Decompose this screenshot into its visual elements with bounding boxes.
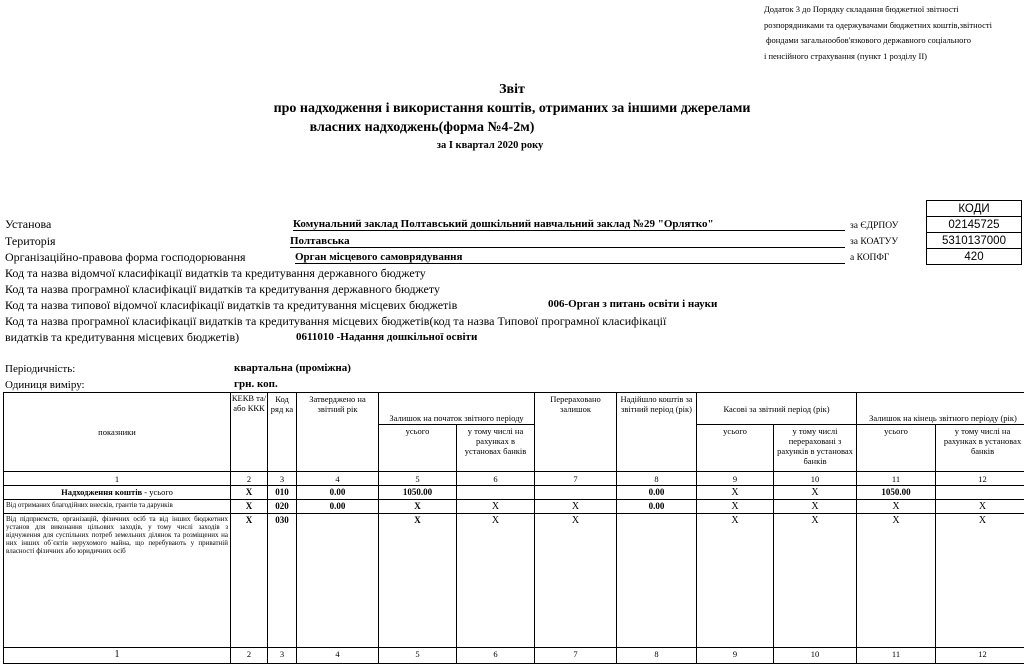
kopfg-label: а КОПФГ <box>850 253 890 263</box>
koatuu-code: 5310137000 <box>927 233 1022 249</box>
col-number: 11 <box>857 472 936 486</box>
col-number: 5 <box>379 648 457 664</box>
institution-value: Комунальний заклад Полтавський дошкільний навчальний заклад №29 "Орлятко" <box>293 218 845 231</box>
header-start-total: усього <box>379 425 457 472</box>
header-end-banks: у тому числі на рахунках в установах банків <box>936 425 1024 472</box>
row-cell: 0.00 <box>617 500 697 514</box>
table-row <box>4 500 1024 514</box>
row-indicator-name <box>4 514 231 648</box>
dept-classification-line: Код та назва відомчої класифікації видатків та кредитування державного бюджету <box>5 266 426 280</box>
period-value: квартальна (проміжна) <box>234 362 351 374</box>
header-kekv: КЕКВ та/або ККК <box>231 393 268 472</box>
column-number-footer-row <box>4 648 1024 664</box>
row-cell: X <box>535 514 617 648</box>
col-number: 4 <box>297 648 379 664</box>
header-cash-total: усього <box>697 425 774 472</box>
row-cell: X <box>457 500 535 514</box>
row-name-bold: Надходження коштів <box>61 487 143 497</box>
col-number: 7 <box>535 648 617 664</box>
col-number: 7 <box>535 472 617 486</box>
table-row <box>4 486 1024 500</box>
col-number: 1 <box>4 472 231 486</box>
report-subtitle: про надходження і використання коштів, отриманих за іншими джерелами <box>273 101 751 116</box>
row-cell: 0.00 <box>617 486 697 500</box>
row-cell <box>457 486 535 500</box>
row-cell: X <box>379 500 457 514</box>
row-cell: 020 <box>268 500 297 514</box>
unit-value: грн. коп. <box>234 378 278 390</box>
row-cell: X <box>857 514 936 648</box>
col-number: 6 <box>457 472 535 486</box>
row-cell <box>936 486 1024 500</box>
col-number: 11 <box>857 648 936 664</box>
header-end-total: усього <box>857 425 936 472</box>
prog-classification-line: Код та назва програмної класифікації видатків та кредитування державного бюджету <box>5 282 440 296</box>
row-cell: X <box>697 486 774 500</box>
col-number: 9 <box>697 648 774 664</box>
koatuu-label: за КОАТУУ <box>850 237 899 247</box>
row-cell: X <box>936 514 1024 648</box>
kopfg-code: 420 <box>927 249 1022 265</box>
row-name-text: Від підприємств, організацій, фізичних осіб та від інших бюджетних установ для виконання цільових заходів, у тому числі заходів з відчуження для суспільних потреб земельних ділянок та розміщених на них інших об`єктів нерухомого майна, що перебувають у приватній власності фізичних або юридичних осіб <box>6 515 228 555</box>
header-start-balance: Залишок на початок звітного періоду <box>379 393 535 425</box>
row-cell: X <box>774 500 857 514</box>
row-cell: 030 <box>268 514 297 648</box>
col-number: 8 <box>617 472 697 486</box>
territory-label: Територія <box>5 234 56 248</box>
report-form-name: власних надходжень(форма №4-2м) <box>309 120 535 135</box>
col-number: 10 <box>774 472 857 486</box>
col-number: 1 <box>4 648 231 664</box>
row-cell: X <box>697 500 774 514</box>
col-number: 6 <box>457 648 535 664</box>
row-cell: X <box>231 486 268 500</box>
codes-header: КОДИ <box>927 201 1022 217</box>
col-number: 9 <box>697 472 774 486</box>
col-number: 10 <box>774 648 857 664</box>
row-cell: X <box>231 500 268 514</box>
row-cell: X <box>231 514 268 648</box>
row-cell: 0.00 <box>297 486 379 500</box>
row-cell: 1050.00 <box>379 486 457 500</box>
typical-classification-label: Код та назва типової відомчої класифікації видатків та кредитування місцевих бюджетів <box>5 298 458 312</box>
header-indicators: показники <box>4 393 231 472</box>
row-cell: X <box>857 500 936 514</box>
org-form-value: Орган місцевого самоврядування <box>295 251 845 264</box>
row-cell: X <box>535 500 617 514</box>
report-table <box>3 392 1024 664</box>
row-cell: X <box>457 514 535 648</box>
header-cash-transferred: у тому числі перераховані з рахунків в установах банків <box>774 425 857 472</box>
col-number: 2 <box>231 648 268 664</box>
row-name-text: - усього <box>142 487 173 497</box>
row-name-text: Від отриманих благодійних внесків, грантів та дарунків <box>6 501 173 509</box>
row-cell: X <box>697 514 774 648</box>
local-classification-line1: Код та назва програмної класифікації видатків та кредитування місцевих бюджетів(код та назва Типової програмної класифікації <box>5 314 667 328</box>
codes-table <box>926 200 1022 265</box>
row-indicator-name <box>4 486 231 500</box>
org-form-label: Організаційно-правова форма господорювання <box>5 250 246 264</box>
local-classification-value: 0611010 -Надання дошкільної освіти <box>296 331 478 343</box>
col-number: 2 <box>231 472 268 486</box>
row-cell <box>535 486 617 500</box>
header-start-banks: у тому числі на рахунках в установах банків <box>457 425 535 472</box>
header-row-code: Код ряд ка <box>268 393 297 472</box>
column-number-row <box>4 472 1024 486</box>
typical-classification-value: 006-Орган з питань освіти і науки <box>548 298 718 310</box>
note-line: Додаток 3 до Порядку складання бюджетної звітності <box>764 4 959 14</box>
col-number: 8 <box>617 648 697 664</box>
report-period: за I квартал 2020 року <box>436 140 544 151</box>
edrpou-label: за ЄДРПОУ <box>850 221 899 231</box>
row-cell: X <box>774 514 857 648</box>
note-line: і пенсійного страхування (пункт 1 розділу ІІ) <box>764 50 927 61</box>
row-cell: 010 <box>268 486 297 500</box>
unit-label: Одиниця виміру: <box>5 379 85 391</box>
row-cell <box>617 514 697 648</box>
header-approved: Затверджено на звітний рік <box>297 393 379 472</box>
row-cell: X <box>936 500 1024 514</box>
row-cell: X <box>774 486 857 500</box>
col-number: 12 <box>936 472 1024 486</box>
form-appendix-note <box>764 2 992 64</box>
report-title: Звіт <box>499 82 525 97</box>
header-cash: Касові за звітний період (рік) <box>697 393 857 425</box>
row-cell <box>297 514 379 648</box>
header-received: Надійшло коштів за звітний період (рік) <box>617 393 697 472</box>
row-cell: 0.00 <box>297 500 379 514</box>
row-cell: X <box>379 514 457 648</box>
header-end-balance: Залишок на кінець звітного періоду (рік) <box>857 393 1024 425</box>
institution-label: Установа <box>5 217 52 231</box>
col-number: 3 <box>268 648 297 664</box>
header-transferred-balance: Перераховано залишок <box>535 393 617 472</box>
row-cell: 1050.00 <box>857 486 936 500</box>
territory-value: Полтавська <box>290 235 845 248</box>
col-number: 5 <box>379 472 457 486</box>
table-row <box>4 514 1024 648</box>
note-line: розпорядниками та одержувачами бюджетних коштів,звітності <box>764 19 992 30</box>
col-number: 3 <box>268 472 297 486</box>
col-number: 12 <box>936 648 1024 664</box>
row-indicator-name <box>4 500 231 514</box>
note-line: фондами загальнообов'язкового державного соціального <box>766 35 971 45</box>
period-label: Періодичність: <box>5 363 76 375</box>
edrpou-code: 02145725 <box>927 217 1022 233</box>
local-classification-label: видатків та кредитування місцевих бюджетів) <box>5 330 240 344</box>
col-number: 4 <box>297 472 379 486</box>
